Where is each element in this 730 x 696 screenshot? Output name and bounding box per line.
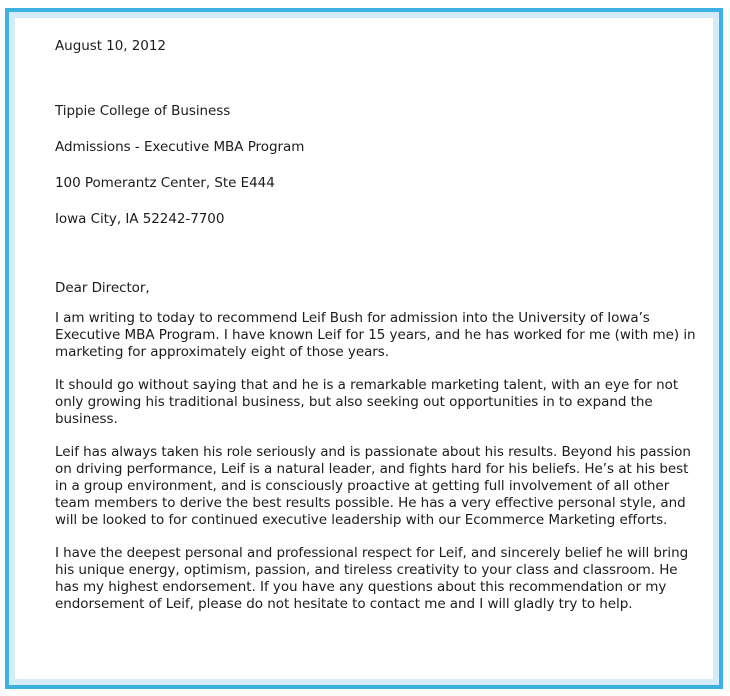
paragraph-marketing-talent: It should go without saying that and he is a remarkable marketing talent, with an eye for not only growing his traditional business, but also seeking out opportunities in to expand the business. [55, 377, 679, 427]
salutation: Dear Director, [55, 280, 150, 296]
paragraph-leadership: Leif has always taken his role seriously and is passionate about his results. Beyond his passion on driving performance, Leif is a natural leader, and fights hard for his beliefs. He’s at his best in a group environment, and is consciously proactive at getting full involvement of all other team members to derive the best results possible. He has a very effective personal style, and will be looked to for continued executive leadership with our Ecommerce Marketing efforts. [55, 444, 691, 528]
letter-date: August 10, 2012 [55, 38, 166, 54]
recipient-line-street: 100 Pomerantz Center, Ste E444 [55, 175, 275, 191]
paragraph-introduction: I am writing to today to recommend Leif Bush for admission into the University of Iowa’s Executive MBA Program. I have known Leif for 15 years, and he has worked for me (with me) in marketing for approximately eight of those years. [55, 310, 696, 360]
letter-page-inner-border [9, 12, 719, 685]
recipient-line-organization: Tippie College of Business [55, 103, 231, 119]
recipient-line-city: Iowa City, IA 52242-7700 [55, 211, 225, 227]
letter-page-frame [5, 8, 723, 689]
paragraph-endorsement: I have the deepest personal and professional respect for Leif, and sincerely belief he will bring his unique energy, optimism, passion, and tireless creativity to your class and classroom. He has my highest endorsement. If you have any questions about this recommendation or my endorsement of Leif, please do not hesitate to contact me and I will gladly try to help. [55, 545, 689, 612]
recipient-line-department: Admissions - Executive MBA Program [55, 139, 305, 155]
letter-content [15, 18, 713, 679]
